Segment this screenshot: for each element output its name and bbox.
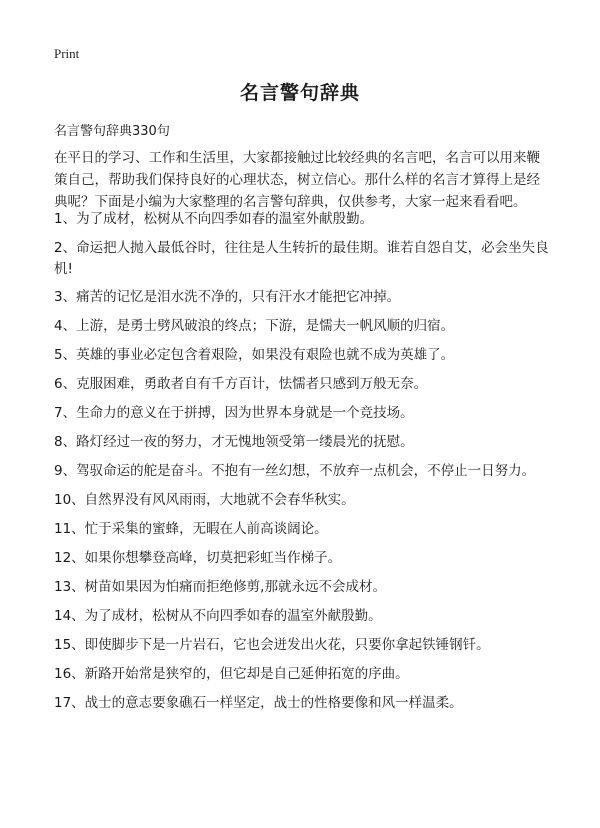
- page-title: 名言警句辞典: [239, 82, 360, 104]
- quote-list: [54, 209, 554, 722]
- quote-item: 11、忙于采集的蜜蜂，无暇在人前高谈阔论。: [54, 521, 328, 537]
- quote-item: 1、为了成材，松树从不向四季如春的温室外献殷勤。: [54, 211, 374, 227]
- quote-item: 6、克服困难，勇敢者自有千方百计，怯懦者只感到万般无奈。: [54, 376, 428, 392]
- quote-item: 8、路灯经过一夜的努力，才无愧地领受第一缕晨光的抚慰。: [54, 434, 414, 450]
- quote-item: 13、树苗如果因为怕痛而拒绝修剪,那就永远不会成材。: [54, 579, 386, 595]
- quote-item: 7、生命力的意义在于拼搏，因为世界本身就是一个竞技场。: [54, 405, 414, 421]
- quote-item: 3、痛苦的记忆是泪水洗不净的，只有汗水才能把它冲掉。: [54, 289, 401, 305]
- quote-item: 9、驾驭命运的舵是奋斗。不抱有一丝幻想，不放弃一点机会，不停止一日努力。: [54, 463, 536, 479]
- intro-paragraph: 在平日的学习、工作和生活里，大家都接触过比较经典的名言吧，名言可以用来鞭策自己，帮助我们保持良好的心理状态，树立信心。那什么样的名言才算得上是经典呢？下面是小编为大家整理的名言警句辞典，仅供参考，大家一起来看看吧。: [54, 150, 540, 210]
- quote-item: 16、新路开始常是狭窄的，但它却是自己延伸拓宽的序曲。: [54, 666, 409, 682]
- quote-item: 12、如果你想攀登高峰，切莫把彩虹当作梯子。: [54, 550, 342, 566]
- quote-item: 2、命运把人抛入最低谷时，往往是人生转折的最佳期。谁若自怨自艾，必会坐失良机!: [54, 240, 549, 277]
- quote-item: 5、英雄的事业必定包含着艰险，如果没有艰险也就不成为英雄了。: [54, 347, 455, 363]
- quote-item: 4、上游，是勇士劈风破浪的终点；下游，是懦夫一帆风顺的归宿。: [54, 318, 455, 334]
- quote-item: 14、为了成材，松树从不向四季如春的温室外献殷勤。: [54, 608, 382, 624]
- quote-item: 10、自然界没有风风雨雨，大地就不会春华秋实。: [54, 492, 355, 508]
- document-subtitle: 名言警句辞典330句: [54, 124, 170, 139]
- quote-item: 17、战士的意志要象礁石一样坚定，战士的性格要像和风一样温柔。: [54, 695, 463, 711]
- quote-item: 15、即使脚步下是一片岩石，它也会迸发出火花，只要你拿起铁锤钢钎。: [54, 637, 490, 653]
- print-link[interactable]: Print: [54, 46, 80, 61]
